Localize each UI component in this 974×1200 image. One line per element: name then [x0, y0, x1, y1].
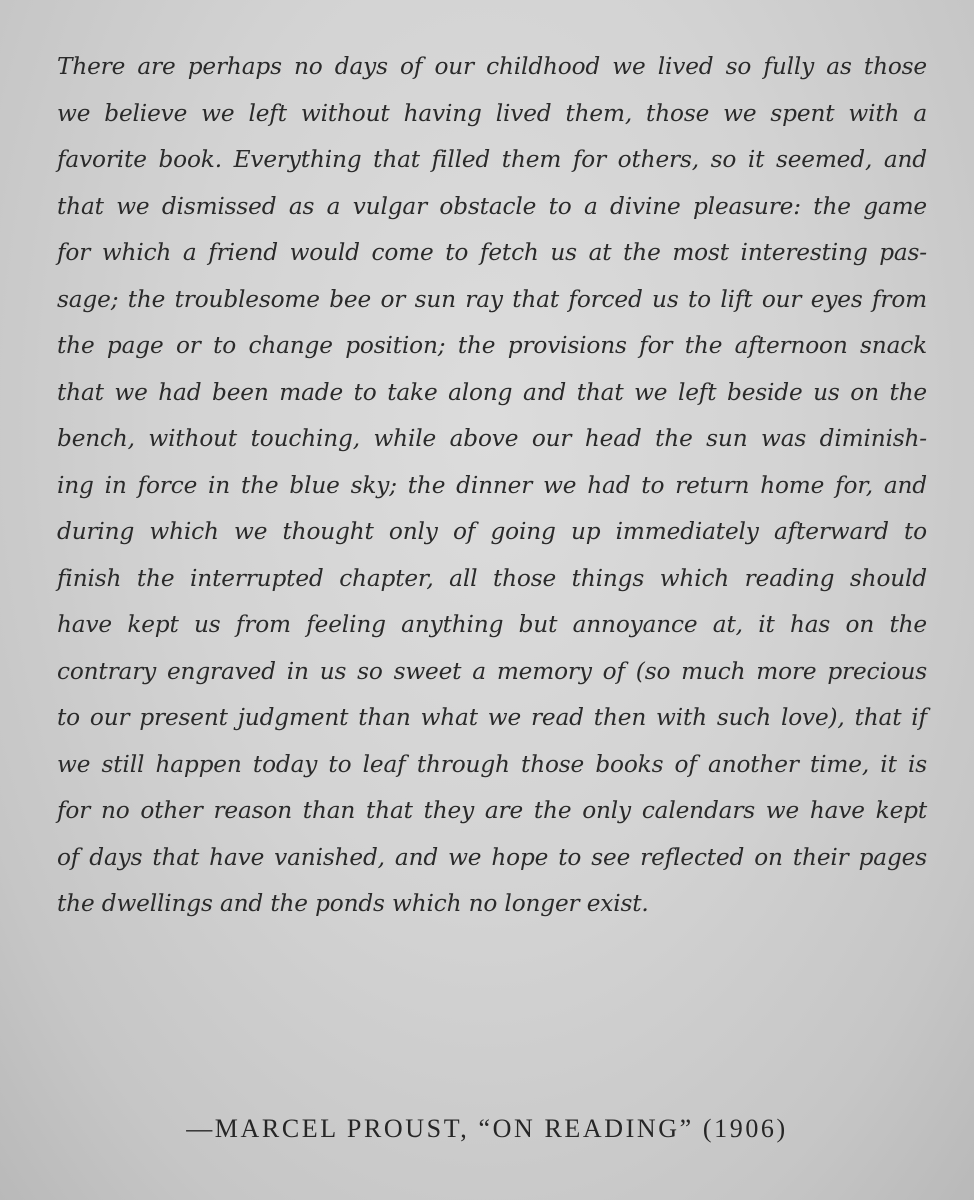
passage-line: finish the interrupted chapter, all those things which reading should: [57, 564, 927, 592]
passage-line: for which a friend would come to fetch us at the most interesting pas-: [57, 239, 927, 266]
passage-line: favorite book. Everything that filled them for others, so it seemed, and: [57, 146, 927, 173]
passage-line: have kept us from feeling anything but annoyance at, it has on the: [57, 611, 927, 638]
passage-line: the dwellings and the ponds which no longer exist.: [57, 890, 649, 917]
attribution: —MARCEL PROUST, “ON READING” (1906): [186, 1114, 788, 1143]
passage-line: There are perhaps no days of our childhood we lived so fully as those: [57, 53, 927, 80]
passage-line: during which we thought only of going up immediately afterward to: [57, 518, 927, 545]
passage-line: we believe we left without having lived them, those we spent with a: [57, 99, 927, 127]
passage-line: contrary engraved in us so sweet a memory of (so much more precious: [57, 657, 927, 685]
passage-line: of days that have vanished, and we hope to see reflected on their pages: [57, 843, 927, 871]
passage-line: ing in force in the blue sky; the dinner we had to return home for, and: [57, 471, 927, 499]
passage-line: to our present judgment than what we read then with such love), that if: [57, 704, 927, 731]
passage-line: for no other reason than that they are the only calendars we have kept: [57, 797, 927, 824]
passage-line: we still happen today to leaf through those books of another time, it is: [57, 750, 927, 778]
passage-line: bench, without touching, while above our head the sun was diminish-: [57, 425, 927, 452]
passage-line: that we had been made to take along and that we left beside us on the: [57, 378, 927, 406]
passage-line: that we dismissed as a vulgar obstacle to a divine pleasure: the game: [57, 192, 927, 220]
passage-line: sage; the troublesome bee or sun ray that forced us to lift our eyes from: [57, 285, 927, 313]
passage-line: the page or to change position; the provisions for the afternoon snack: [57, 332, 927, 359]
quote-passage: [57, 44, 927, 928]
